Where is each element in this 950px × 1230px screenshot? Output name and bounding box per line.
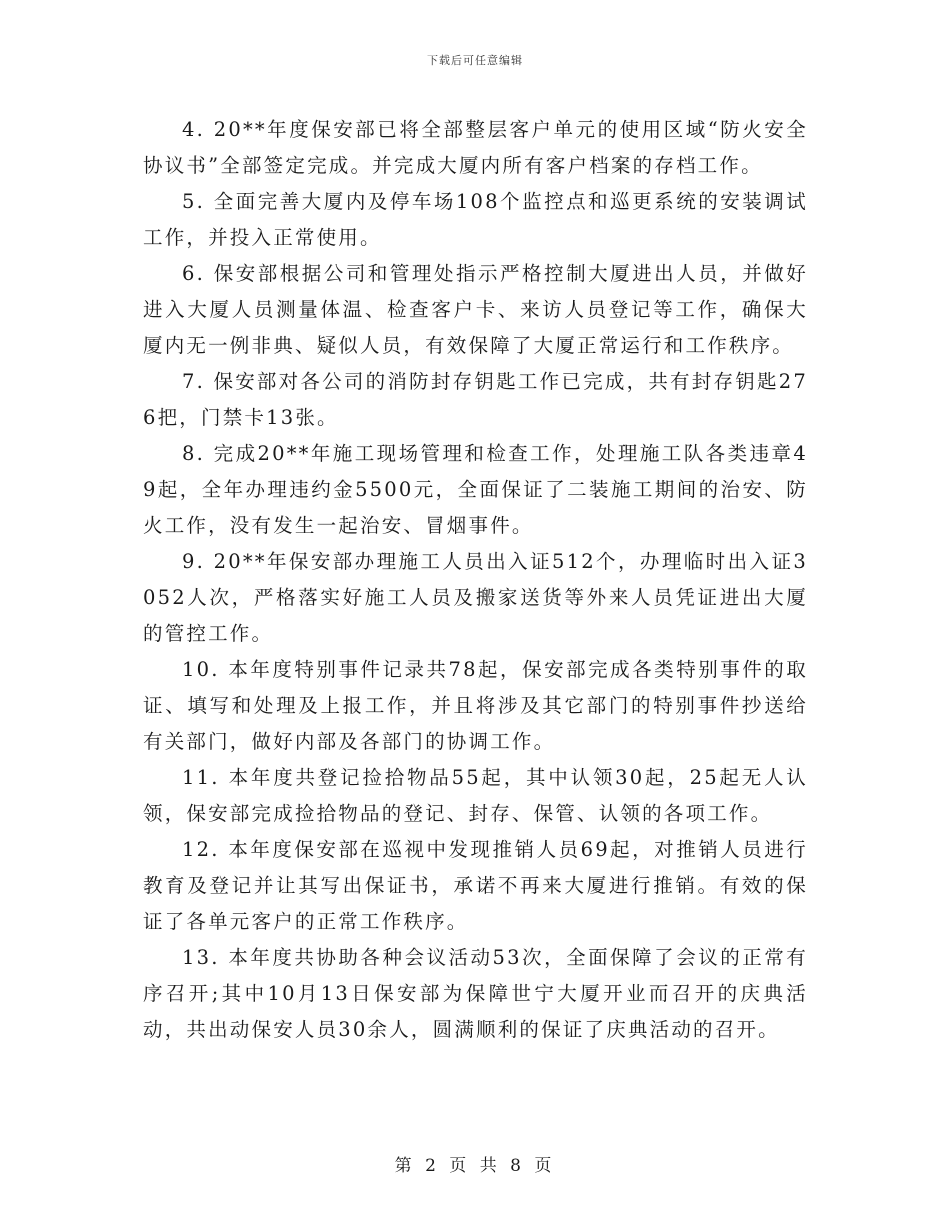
paragraph-item-12: 12. 本年度保安部在巡视中发现推销人员69起，对推销人员进行教育及登记并让其写出保证书，承诺不再来大厦进行推销。有效的保证了各单元客户的正常工作秩序。 bbox=[143, 838, 808, 933]
paragraph-item-6: 6. 保安部根据公司和管理处指示严格控制大厦进出人员，并做好进入大厦人员测量体温、检查客户卡、来访人员登记等工作，确保大厦内无一例非典、疑似人员，有效保障了大厦正常运行和工作秩序。 bbox=[143, 262, 808, 357]
paragraph-item-9: 9. 20**年保安部办理施工人员出入证512个，办理临时出入证3052人次，严格落实好施工人员及搬家送货等外来人员凭证进出大厦的管控工作。 bbox=[143, 550, 808, 645]
page-number-footer: 第 2 页 共 8 页 bbox=[394, 1156, 556, 1176]
paragraph-item-4: 4. 20**年度保安部已将全部整层客户单元的使用区域“防火安全协议书”全部签定完成。并完成大厦内所有客户档案的存档工作。 bbox=[143, 118, 808, 177]
header-note: 下载后可任意编辑 bbox=[427, 54, 523, 67]
paragraph-item-11: 11. 本年度共登记捡拾物品55起，其中认领30起，25起无人认领，保安部完成捡拾物品的登记、封存、保管、认领的各项工作。 bbox=[143, 766, 808, 825]
paragraph-item-5: 5. 全面完善大厦内及停车场108个监控点和巡更系统的安装调试工作，并投入正常使用。 bbox=[143, 190, 808, 249]
paragraph-item-10: 10. 本年度特别事件记录共78起，保安部完成各类特别事件的取证、填写和处理及上报工作，并且将涉及其它部门的特别事件抄送给有关部门，做好内部及各部门的协调工作。 bbox=[143, 658, 808, 753]
document-body bbox=[143, 112, 808, 1048]
paragraph-item-7: 7. 保安部对各公司的消防封存钥匙工作已完成，共有封存钥匙276把，门禁卡13张。 bbox=[143, 370, 808, 429]
paragraph-item-13: 13. 本年度共协助各种会议活动53次，全面保障了会议的正常有序召开;其中10月13日保安部为保障世宁大厦开业而召开的庆典活动，共出动保安人员30余人，圆满顺利的保证了庆典活动的召开。 bbox=[143, 946, 808, 1041]
paragraph-item-8: 8. 完成20**年施工现场管理和检查工作，处理施工队各类违章49起，全年办理违约金5500元，全面保证了二装施工期间的治安、防火工作，没有发生一起治安、冒烟事件。 bbox=[143, 442, 808, 537]
